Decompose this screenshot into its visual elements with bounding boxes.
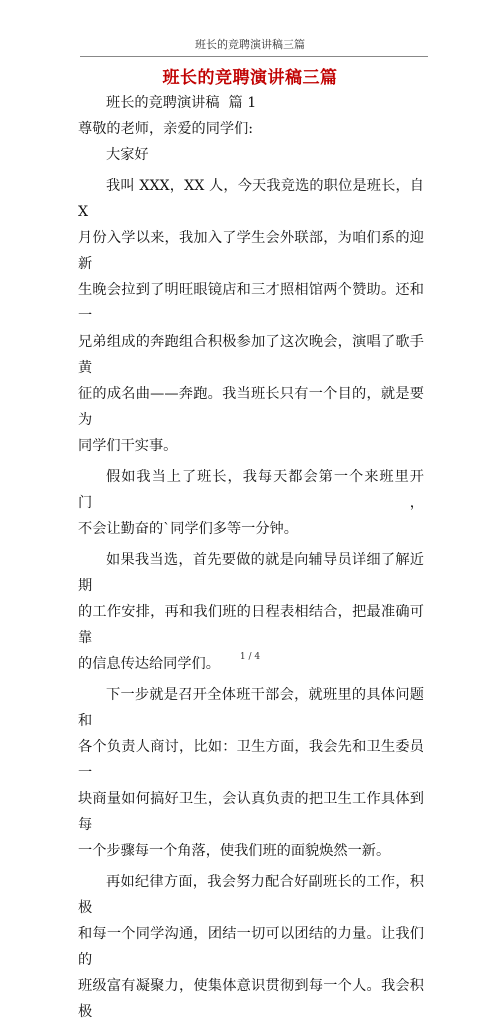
- paragraph: [78, 682, 424, 864]
- paragraph-line: 生晚会拉到了明旺眼镜店和三才照相馆两个赞助。还和一: [78, 282, 424, 324]
- paragraph-line: 下一步就是召开全体班干部会，就班里的具体问题和: [78, 687, 424, 729]
- paragraph: [78, 173, 424, 459]
- page-number: 1 / 4: [239, 652, 261, 662]
- paragraph-line: 的工作安排，再和我们班的日程表相结合，把最准确可靠: [78, 604, 424, 646]
- paragraph: [78, 869, 424, 1025]
- document-body: [78, 90, 424, 1030]
- paragraph-line: 同学们干实事。: [78, 438, 178, 454]
- paragraph-line: 征的成名曲——奔跑。我当班长只有一个目的，就是要为: [78, 386, 424, 428]
- section-heading: 班长的竞聘演讲稿 篇 1: [106, 95, 257, 111]
- paragraph-line: 我叫 XXX，XX 人，今天我竞选的职位是班长，自 X: [78, 178, 424, 220]
- paragraph-line: 块商量如何搞好卫生，会认真负责的把卫生工作具体到每: [78, 791, 424, 833]
- running-header: 班长的竞聘演讲稿三篇: [195, 38, 305, 51]
- paragraph-line: 假如我当上了班长，我每天都会第一个来班里开门，: [78, 469, 424, 511]
- paragraph-line: 班级富有凝聚力，使集体意识贯彻到每一个人。我会积极: [78, 978, 424, 1020]
- paragraph-list: [78, 173, 424, 1025]
- paragraph: [78, 464, 424, 542]
- paragraph-line: 如果我当选，首先要做的就是向辅导员详细了解近期: [78, 552, 424, 594]
- salutation: 尊敬的老师，亲爱的同学们:: [78, 121, 254, 137]
- paragraph-line: 各个负责人商讨，比如：卫生方面，我会先和卫生委员一: [78, 739, 424, 781]
- document-title: 班长的竞聘演讲稿三篇: [162, 68, 338, 88]
- greeting: 大家好: [106, 147, 149, 163]
- paragraph-line: 不会让勤奋的`同学们多等一分钟。: [78, 521, 298, 537]
- paragraph-line: 兄弟组成的奔跑组合积极参加了这次晚会，演唱了歌手黄: [78, 334, 424, 376]
- paragraph-line: 月份入学以来，我加入了学生会外联部，为咱们系的迎新: [78, 230, 424, 272]
- paragraph-line: 再如纪律方面，我会努力配合好副班长的工作，积极: [78, 874, 424, 916]
- header-divider: [80, 56, 428, 57]
- paragraph-line: 和每一个同学沟通，团结一切可以团结的力量。让我们的: [78, 926, 424, 968]
- paragraph-line: 的信息传达给同学们。: [78, 656, 220, 672]
- paragraph-line: 一个步骤每一个角落，使我们班的面貌焕然一新。: [78, 843, 391, 859]
